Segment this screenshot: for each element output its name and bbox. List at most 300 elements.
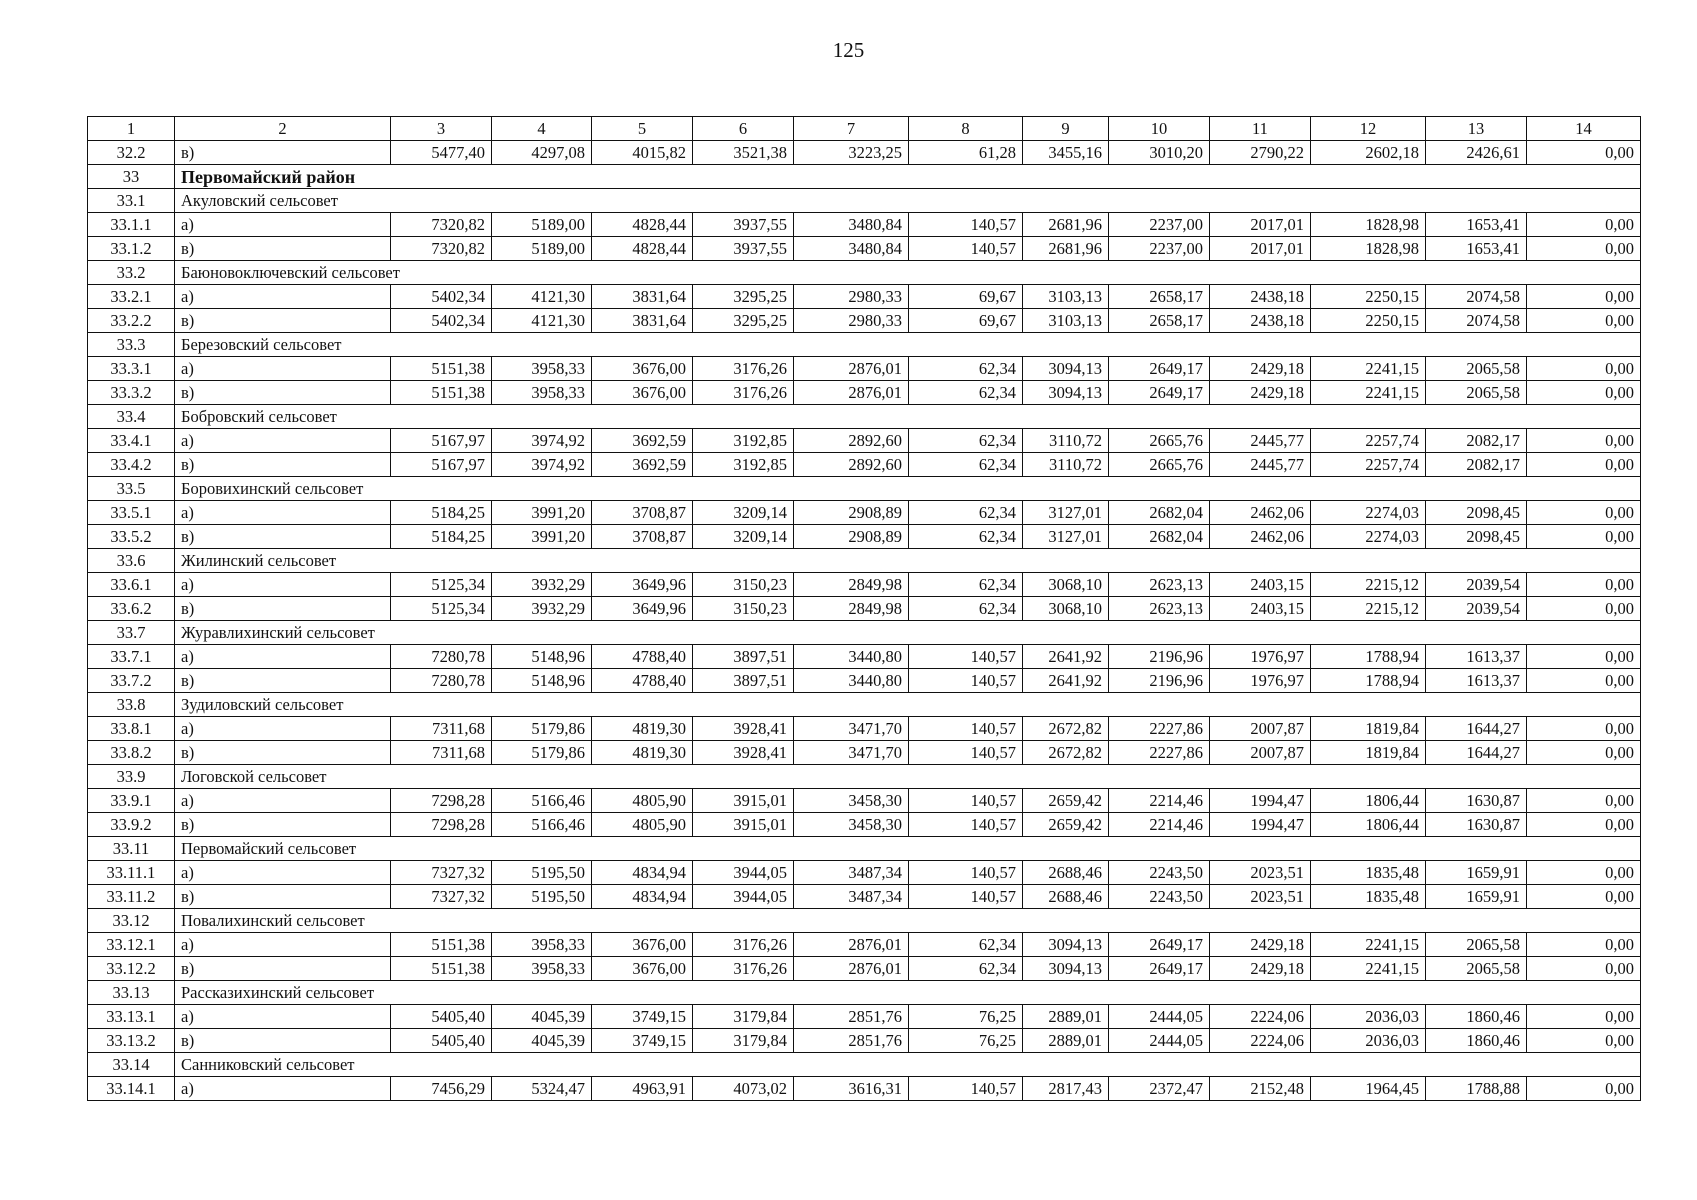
row-label: в) [175,309,391,333]
value-cell: 5151,38 [391,381,492,405]
value-cell: 5151,38 [391,957,492,981]
value-cell: 5166,46 [492,813,592,837]
value-cell: 3676,00 [592,933,693,957]
value-cell: 2849,98 [794,573,909,597]
value-cell: 62,34 [909,429,1023,453]
value-cell: 140,57 [909,717,1023,741]
table-row [88,717,1641,741]
value-cell: 1994,47 [1210,813,1311,837]
value-cell: 3649,96 [592,573,693,597]
value-cell: 3127,01 [1023,501,1109,525]
value-cell: 4045,39 [492,1005,592,1029]
value-cell: 2817,43 [1023,1077,1109,1101]
table-row [88,357,1641,381]
value-cell: 4788,40 [592,669,693,693]
row-code: 33.8.2 [88,741,175,765]
row-code: 33.14.1 [88,1077,175,1101]
value-cell: 3937,55 [693,213,794,237]
table-row [88,741,1641,765]
value-cell: 0,00 [1527,381,1641,405]
value-cell: 2250,15 [1311,309,1426,333]
value-cell: 2196,96 [1109,669,1210,693]
value-cell: 61,28 [909,141,1023,165]
value-cell: 0,00 [1527,573,1641,597]
value-cell: 2227,86 [1109,717,1210,741]
value-cell: 2889,01 [1023,1005,1109,1029]
value-cell: 3749,15 [592,1005,693,1029]
row-code: 33.9 [88,765,175,789]
value-cell: 3974,92 [492,429,592,453]
value-cell: 140,57 [909,741,1023,765]
row-label: а) [175,789,391,813]
value-cell: 2257,74 [1311,453,1426,477]
value-cell: 4828,44 [592,237,693,261]
row-code: 33.11.1 [88,861,175,885]
value-cell: 2790,22 [1210,141,1311,165]
value-cell: 1860,46 [1426,1005,1527,1029]
value-cell: 3616,31 [794,1077,909,1101]
value-cell: 5184,25 [391,525,492,549]
value-cell: 3094,13 [1023,933,1109,957]
value-cell: 2196,96 [1109,645,1210,669]
value-cell: 4015,82 [592,141,693,165]
table-row [88,789,1641,813]
value-cell: 1630,87 [1426,789,1527,813]
value-cell: 2659,42 [1023,813,1109,837]
value-cell: 5189,00 [492,237,592,261]
value-cell: 2023,51 [1210,861,1311,885]
row-code: 33.6 [88,549,175,573]
row-code: 33.4.2 [88,453,175,477]
value-cell: 2039,54 [1426,573,1527,597]
row-code: 33.12.2 [88,957,175,981]
value-cell: 2372,47 [1109,1077,1210,1101]
row-code: 33.7.2 [88,669,175,693]
value-cell: 4788,40 [592,645,693,669]
row-label: в) [175,1029,391,1053]
value-cell: 2241,15 [1311,957,1426,981]
value-cell: 3223,25 [794,141,909,165]
value-cell: 3471,70 [794,717,909,741]
table-row [88,885,1641,909]
value-cell: 2214,46 [1109,789,1210,813]
table-row [88,1029,1641,1053]
value-cell: 3708,87 [592,525,693,549]
value-cell: 2892,60 [794,429,909,453]
value-cell: 2065,58 [1426,957,1527,981]
value-cell: 2681,96 [1023,213,1109,237]
value-cell: 3209,14 [693,525,794,549]
value-cell: 2036,03 [1311,1005,1426,1029]
value-cell: 3928,41 [693,717,794,741]
value-cell: 62,34 [909,573,1023,597]
settlement-title: Баюновоключевский сельсовет [175,261,1641,285]
value-cell: 3944,05 [693,885,794,909]
value-cell: 2237,00 [1109,213,1210,237]
row-code: 33.14 [88,1053,175,1077]
row-label: а) [175,717,391,741]
row-code: 33.3.2 [88,381,175,405]
value-cell: 2658,17 [1109,309,1210,333]
value-cell: 3708,87 [592,501,693,525]
value-cell: 2274,03 [1311,525,1426,549]
value-cell: 2445,77 [1210,429,1311,453]
value-cell: 7280,78 [391,645,492,669]
value-cell: 69,67 [909,309,1023,333]
value-cell: 4963,91 [592,1077,693,1101]
row-label: в) [175,453,391,477]
value-cell: 3944,05 [693,861,794,885]
value-cell: 3209,14 [693,501,794,525]
row-label: в) [175,669,391,693]
value-cell: 2602,18 [1311,141,1426,165]
value-cell: 2672,82 [1023,741,1109,765]
value-cell: 62,34 [909,597,1023,621]
row-code: 33.3.1 [88,357,175,381]
value-cell: 1788,94 [1311,669,1426,693]
value-cell: 1994,47 [1210,789,1311,813]
value-cell: 3103,13 [1023,285,1109,309]
value-cell: 2429,18 [1210,357,1311,381]
value-cell: 62,34 [909,501,1023,525]
value-cell: 0,00 [1527,1005,1641,1029]
value-cell: 0,00 [1527,453,1641,477]
value-cell: 3458,30 [794,813,909,837]
row-label: а) [175,1077,391,1101]
value-cell: 3192,85 [693,429,794,453]
value-cell: 0,00 [1527,357,1641,381]
value-cell: 3010,20 [1109,141,1210,165]
value-cell: 0,00 [1527,309,1641,333]
value-cell: 4073,02 [693,1077,794,1101]
value-cell: 1644,27 [1426,741,1527,765]
value-cell: 4834,94 [592,885,693,909]
value-cell: 2438,18 [1210,309,1311,333]
value-cell: 0,00 [1527,741,1641,765]
value-cell: 2659,42 [1023,789,1109,813]
table-row [88,213,1641,237]
value-cell: 2426,61 [1426,141,1527,165]
value-cell: 1788,88 [1426,1077,1527,1101]
row-code: 33.13.2 [88,1029,175,1053]
value-cell: 3676,00 [592,957,693,981]
value-cell: 2007,87 [1210,741,1311,765]
value-cell: 0,00 [1527,141,1641,165]
row-code: 33.8.1 [88,717,175,741]
value-cell: 1819,84 [1311,717,1426,741]
column-header: 2 [175,117,391,141]
settlement-row [88,333,1641,357]
settlement-row [88,261,1641,285]
value-cell: 2036,03 [1311,1029,1426,1053]
row-label: а) [175,645,391,669]
value-cell: 2241,15 [1311,933,1426,957]
value-cell: 0,00 [1527,213,1641,237]
column-header: 8 [909,117,1023,141]
row-label: а) [175,429,391,453]
district-title: Первомайский район [175,165,1641,189]
value-cell: 5125,34 [391,573,492,597]
value-cell: 3094,13 [1023,357,1109,381]
value-cell: 4297,08 [492,141,592,165]
value-cell: 2403,15 [1210,597,1311,621]
table-row [88,813,1641,837]
value-cell: 2082,17 [1426,453,1527,477]
settlement-row [88,909,1641,933]
column-header: 4 [492,117,592,141]
value-cell: 3831,64 [592,285,693,309]
row-code: 33 [88,165,175,189]
value-cell: 7456,29 [391,1077,492,1101]
value-cell: 2152,48 [1210,1077,1311,1101]
row-code: 33.9.1 [88,789,175,813]
row-code: 33.4 [88,405,175,429]
value-cell: 2851,76 [794,1005,909,1029]
settlement-title: Первомайский сельсовет [175,837,1641,861]
row-code: 33.6.1 [88,573,175,597]
value-cell: 2017,01 [1210,237,1311,261]
value-cell: 5151,38 [391,357,492,381]
value-cell: 7298,28 [391,789,492,813]
value-cell: 1819,84 [1311,741,1426,765]
row-label: а) [175,861,391,885]
value-cell: 2241,15 [1311,357,1426,381]
value-cell: 1835,48 [1311,885,1426,909]
value-cell: 5195,50 [492,885,592,909]
header-row [88,117,1641,141]
value-cell: 7280,78 [391,669,492,693]
value-cell: 2274,03 [1311,501,1426,525]
value-cell: 2215,12 [1311,573,1426,597]
value-cell: 7311,68 [391,741,492,765]
value-cell: 2445,77 [1210,453,1311,477]
value-cell: 2658,17 [1109,285,1210,309]
district-row [88,165,1641,189]
value-cell: 2649,17 [1109,957,1210,981]
table-row [88,597,1641,621]
value-cell: 0,00 [1527,789,1641,813]
row-code: 33.11.2 [88,885,175,909]
settlement-title: Бобровский сельсовет [175,405,1641,429]
value-cell: 5179,86 [492,741,592,765]
settlement-title: Логовской сельсовет [175,765,1641,789]
column-header: 11 [1210,117,1311,141]
value-cell: 3521,38 [693,141,794,165]
value-cell: 5166,46 [492,789,592,813]
row-code: 33.7.1 [88,645,175,669]
value-cell: 4045,39 [492,1029,592,1053]
value-cell: 62,34 [909,957,1023,981]
settlement-title: Рассказихинский сельсовет [175,981,1641,1005]
row-label: а) [175,573,391,597]
row-code: 33.9.2 [88,813,175,837]
value-cell: 2065,58 [1426,357,1527,381]
value-cell: 3692,59 [592,453,693,477]
settlement-row [88,1053,1641,1077]
table-row [88,237,1641,261]
value-cell: 2098,45 [1426,525,1527,549]
value-cell: 1613,37 [1426,669,1527,693]
settlement-row [88,189,1641,213]
value-cell: 2665,76 [1109,453,1210,477]
value-cell: 3932,29 [492,597,592,621]
value-cell: 2649,17 [1109,357,1210,381]
row-code: 33.8 [88,693,175,717]
value-cell: 3179,84 [693,1005,794,1029]
value-cell: 2224,06 [1210,1029,1311,1053]
value-cell: 5402,34 [391,309,492,333]
column-header: 14 [1527,117,1641,141]
table-row [88,381,1641,405]
value-cell: 5148,96 [492,645,592,669]
row-label: в) [175,813,391,837]
table-row [88,525,1641,549]
value-cell: 0,00 [1527,429,1641,453]
value-cell: 1806,44 [1311,789,1426,813]
row-label: а) [175,213,391,237]
value-cell: 5477,40 [391,141,492,165]
value-cell: 140,57 [909,237,1023,261]
column-header: 6 [693,117,794,141]
column-header: 5 [592,117,693,141]
value-cell: 2641,92 [1023,669,1109,693]
value-cell: 3958,33 [492,933,592,957]
value-cell: 1653,41 [1426,237,1527,261]
value-cell: 7320,82 [391,213,492,237]
value-cell: 1613,37 [1426,645,1527,669]
value-cell: 2065,58 [1426,933,1527,957]
value-cell: 2429,18 [1210,933,1311,957]
value-cell: 0,00 [1527,813,1641,837]
value-cell: 1964,45 [1311,1077,1426,1101]
value-cell: 4828,44 [592,213,693,237]
value-cell: 2876,01 [794,957,909,981]
value-cell: 2849,98 [794,597,909,621]
settlement-row [88,693,1641,717]
settlement-title: Журавлихинский сельсовет [175,621,1641,645]
value-cell: 0,00 [1527,501,1641,525]
table-row [88,453,1641,477]
value-cell: 3937,55 [693,237,794,261]
value-cell: 140,57 [909,789,1023,813]
settlement-row [88,621,1641,645]
row-label: а) [175,933,391,957]
value-cell: 2682,04 [1109,525,1210,549]
row-code: 33.7 [88,621,175,645]
value-cell: 3295,25 [693,285,794,309]
value-cell: 3110,72 [1023,429,1109,453]
row-label: а) [175,357,391,381]
table-row [88,573,1641,597]
settlement-title: Березовский сельсовет [175,333,1641,357]
value-cell: 2649,17 [1109,933,1210,957]
value-cell: 2908,89 [794,525,909,549]
value-cell: 0,00 [1527,885,1641,909]
settlement-title: Санниковский сельсовет [175,1053,1641,1077]
value-cell: 2908,89 [794,501,909,525]
column-header: 9 [1023,117,1109,141]
value-cell: 140,57 [909,861,1023,885]
value-cell: 2074,58 [1426,309,1527,333]
table-row [88,141,1641,165]
row-code: 33.5 [88,477,175,501]
value-cell: 5402,34 [391,285,492,309]
value-cell: 1828,98 [1311,213,1426,237]
value-cell: 7327,32 [391,885,492,909]
value-cell: 5167,97 [391,453,492,477]
value-cell: 76,25 [909,1029,1023,1053]
value-cell: 140,57 [909,813,1023,837]
table-row [88,933,1641,957]
value-cell: 3991,20 [492,525,592,549]
value-cell: 2227,86 [1109,741,1210,765]
value-cell: 2462,06 [1210,501,1311,525]
row-code: 33.12.1 [88,933,175,957]
value-cell: 3094,13 [1023,381,1109,405]
value-cell: 3068,10 [1023,597,1109,621]
value-cell: 2681,96 [1023,237,1109,261]
row-code: 33.2.2 [88,309,175,333]
value-cell: 4819,30 [592,741,693,765]
column-header: 3 [391,117,492,141]
value-cell: 3692,59 [592,429,693,453]
row-code: 32.2 [88,141,175,165]
value-cell: 2980,33 [794,285,909,309]
value-cell: 3958,33 [492,357,592,381]
settlement-row [88,837,1641,861]
value-cell: 2623,13 [1109,573,1210,597]
value-cell: 3440,80 [794,669,909,693]
settlement-row [88,477,1641,501]
value-cell: 2649,17 [1109,381,1210,405]
value-cell: 2429,18 [1210,381,1311,405]
value-cell: 62,34 [909,933,1023,957]
value-cell: 2876,01 [794,933,909,957]
value-cell: 5148,96 [492,669,592,693]
row-code: 33.5.2 [88,525,175,549]
value-cell: 1788,94 [1311,645,1426,669]
table-row [88,645,1641,669]
value-cell: 3094,13 [1023,957,1109,981]
table-row [88,957,1641,981]
value-cell: 3471,70 [794,741,909,765]
value-cell: 5184,25 [391,501,492,525]
value-cell: 2403,15 [1210,573,1311,597]
row-code: 33.1 [88,189,175,213]
value-cell: 2074,58 [1426,285,1527,309]
value-cell: 0,00 [1527,957,1641,981]
settlement-title: Жилинский сельсовет [175,549,1641,573]
value-cell: 1659,91 [1426,861,1527,885]
value-cell: 3103,13 [1023,309,1109,333]
value-cell: 3455,16 [1023,141,1109,165]
settlement-title: Акуловский сельсовет [175,189,1641,213]
value-cell: 4834,94 [592,861,693,885]
value-cell: 2623,13 [1109,597,1210,621]
value-cell: 140,57 [909,1077,1023,1101]
page-number: 125 [832,38,865,62]
value-cell: 62,34 [909,525,1023,549]
value-cell: 3958,33 [492,381,592,405]
value-cell: 1644,27 [1426,717,1527,741]
table-body [88,141,1641,1101]
row-code: 33.13 [88,981,175,1005]
value-cell: 3932,29 [492,573,592,597]
value-cell: 5167,97 [391,429,492,453]
value-cell: 3176,26 [693,933,794,957]
value-cell: 2241,15 [1311,381,1426,405]
value-cell: 4805,90 [592,813,693,837]
